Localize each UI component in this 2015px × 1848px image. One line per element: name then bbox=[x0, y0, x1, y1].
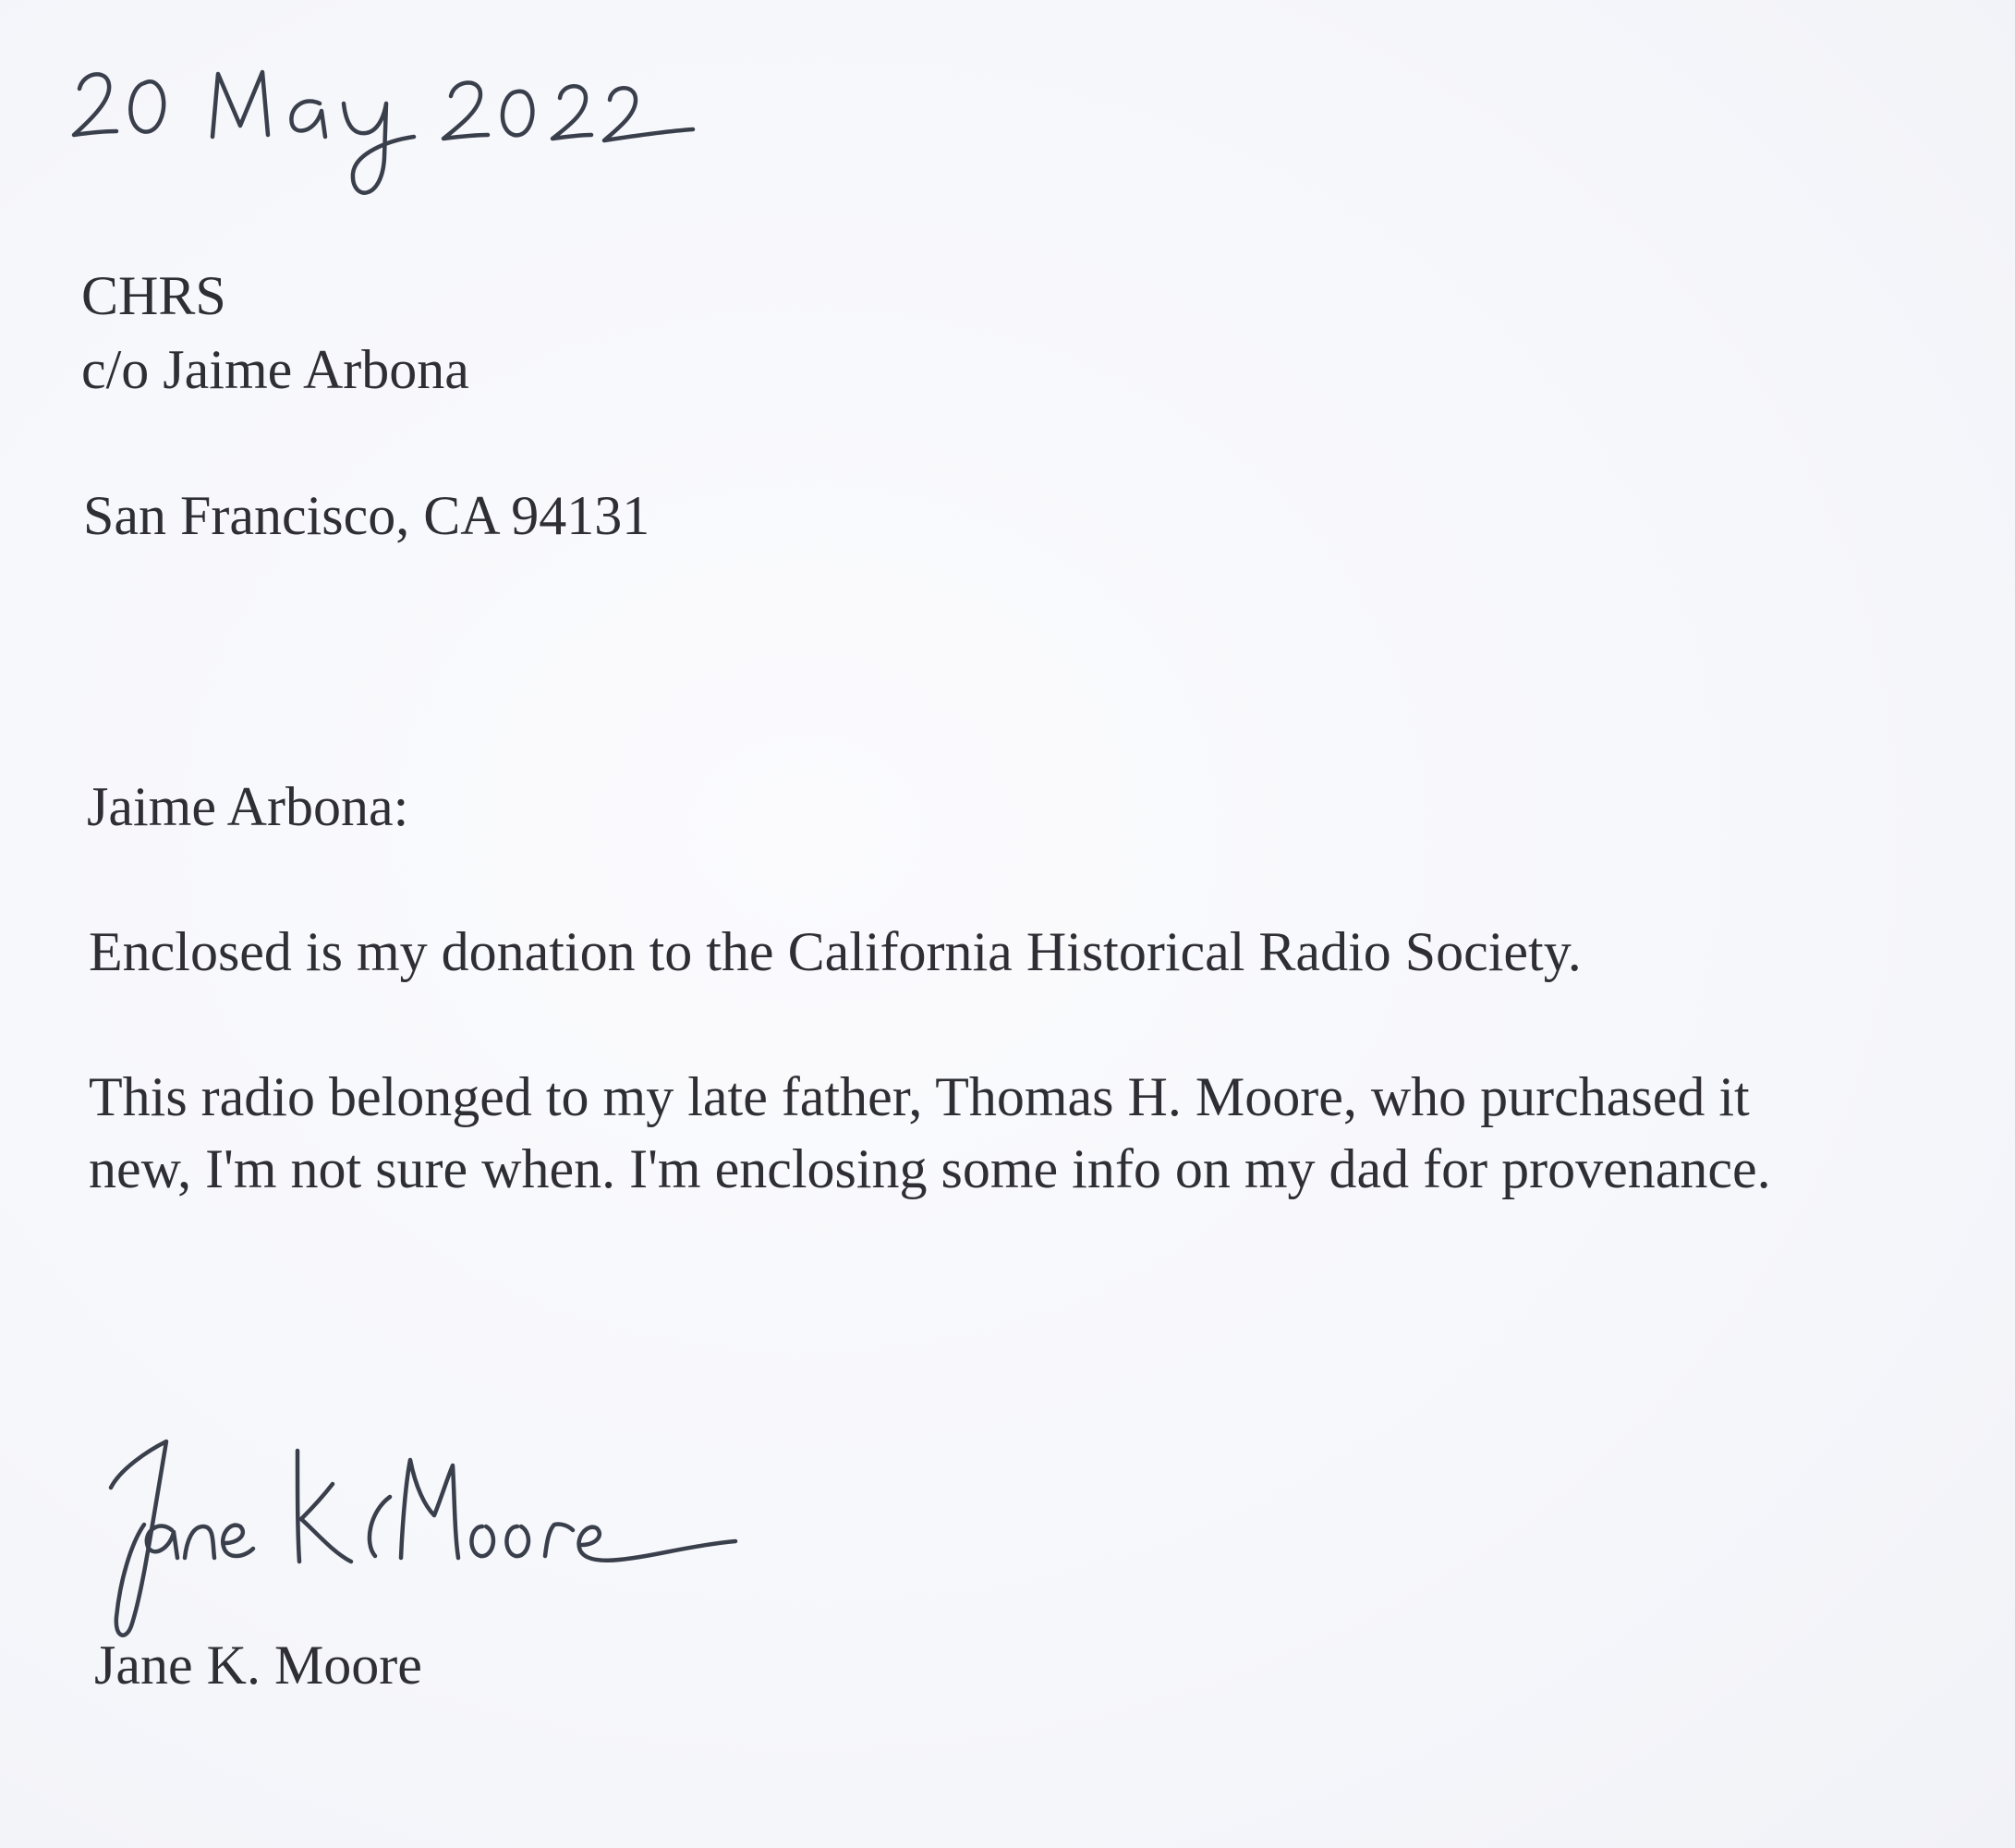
recipient-care-of: c/o Jaime Arbona bbox=[81, 339, 469, 400]
salutation: Jaime Arbona: bbox=[87, 776, 409, 837]
body-paragraph-2-line-1: This radio belonged to my late father, Thomas H. Moore, who purchased it bbox=[89, 1066, 1750, 1127]
typed-signer-name: Jane K. Moore bbox=[94, 1635, 422, 1696]
recipient-address: San Francisco, CA 94131 bbox=[83, 485, 650, 546]
handwritten-signature bbox=[55, 1423, 739, 1645]
body-paragraph-1: Enclosed is my donation to the California Historical Radio Society. bbox=[89, 921, 1582, 982]
recipient-organization: CHRS bbox=[81, 265, 226, 326]
handwritten-date bbox=[55, 46, 702, 213]
body-paragraph-2-line-2: new, I'm not sure when. I'm enclosing some info on my dad for provenance. bbox=[89, 1138, 1771, 1199]
